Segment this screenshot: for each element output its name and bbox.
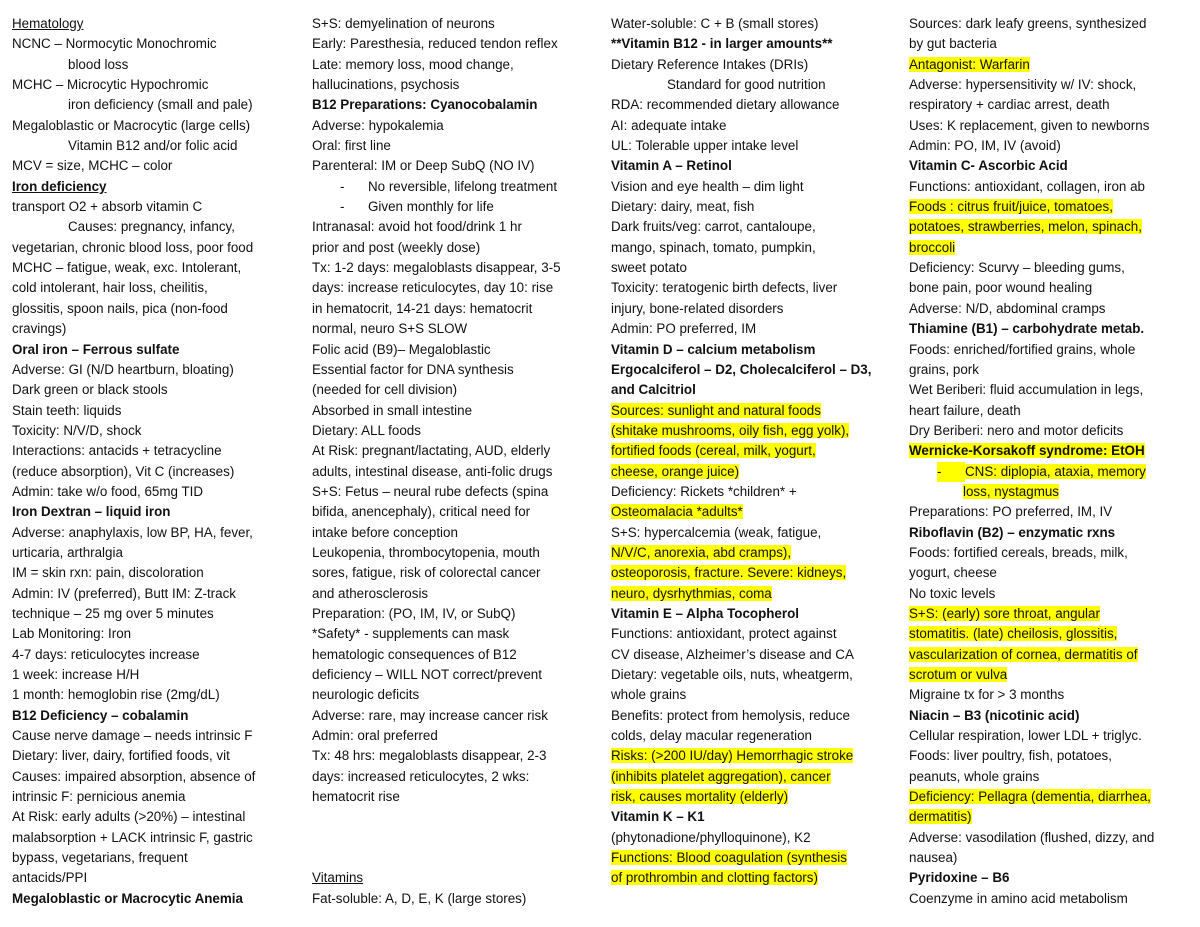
- text-line: AI: adequate intake: [611, 117, 727, 133]
- highlight: risk, causes mortality (elderly): [611, 789, 789, 805]
- text-line: Adverse: N/D, abdominal cramps: [909, 300, 1106, 316]
- bullet-dash: -: [340, 199, 345, 215]
- bullet-text: No reversible, lifelong treatment: [368, 178, 558, 194]
- text-line: injury, bone-related disorders: [611, 300, 784, 316]
- text-line: mango, spinach, tomato, pumpkin,: [611, 239, 816, 255]
- text-line: UL: Tolerable upper intake level: [611, 138, 799, 154]
- text-line: Fat-soluble: A, D, E, K (large stores): [312, 890, 527, 906]
- text-line: Adverse: GI (N/D heartburn, bloating): [12, 361, 234, 377]
- text-line: Dark green or black stools: [12, 382, 168, 398]
- text-line: [611, 462, 901, 482]
- vitamin-heading: Vitamin K – K1: [611, 809, 705, 825]
- text-line: (reduce absorption), Vit C (increases): [12, 463, 235, 479]
- highlight: vascularization of cornea, dermatitis of: [909, 646, 1138, 662]
- text-line: sores, fatigue, risk of colorectal cancer: [312, 565, 541, 581]
- highlight: potatoes, strawberries, melon, spinach,: [909, 219, 1142, 235]
- text-line: antacids/PPI: [12, 870, 88, 886]
- highlight: Foods : citrus fruit/juice, tomatoes,: [909, 199, 1113, 215]
- text-line: MCV = size, MCHC – color: [12, 158, 173, 174]
- text-line: in hematocrit, 14-21 days: hematocrit: [312, 300, 533, 316]
- text-line: Folic acid (B9)– Megaloblastic: [312, 341, 491, 357]
- text-line: [909, 624, 1197, 644]
- text-line: [611, 401, 901, 421]
- text-line: hematologic consequences of B12: [312, 646, 517, 662]
- text-line: At Risk: pregnant/lactating, AUD, elderly: [312, 443, 551, 459]
- vitamin-heading: Thiamine (B1) – carbohydrate metab.: [909, 321, 1145, 337]
- text-line: blood loss: [68, 56, 129, 72]
- text-line: Sources: dark leafy greens, synthesized: [909, 16, 1147, 31]
- text-line: Ergocalciferol – D2, Cholecalciferol – D3,: [611, 361, 872, 377]
- section-heading: Iron deficiency: [12, 178, 107, 194]
- text-line: [611, 746, 901, 766]
- vitamin-heading: Vitamin A – Retinol: [611, 158, 732, 174]
- text-line: 1 week: increase H/H: [12, 667, 140, 682]
- text-line: by gut bacteria: [909, 36, 997, 52]
- text-line: adults, intestinal disease, anti-folic drugs: [312, 463, 553, 479]
- text-line: [611, 584, 901, 604]
- drug-heading: B12 Preparations: Cyanocobalamin: [312, 97, 538, 113]
- bullet-dash: -: [340, 178, 345, 194]
- text-line: Parenteral: IM or Deep SubQ (NO IV): [312, 158, 535, 174]
- text-line: NCNC – Normocytic Monochromic: [12, 36, 217, 52]
- highlight: (inhibits platelet aggregation), cancer: [611, 768, 831, 784]
- text-line: [909, 197, 1197, 217]
- highlight: N/V/C, anorexia, abd cramps),: [611, 544, 792, 560]
- text-line: neurologic deficits: [312, 687, 420, 703]
- text-line: Essential factor for DNA synthesis: [312, 361, 514, 377]
- text-line: Adverse: hypersensitivity w/ IV: shock,: [909, 77, 1137, 93]
- text-line: MCHC – fatigue, weak, exc. Intolerant,: [12, 260, 242, 276]
- text-line: [909, 787, 1197, 807]
- text-line: Water-soluble: C + B (small stores): [611, 16, 819, 31]
- text-line: malabsorption + LACK intrinsic F, gastric: [12, 829, 253, 845]
- text-line: urticaria, arthralgia: [12, 544, 123, 560]
- text-line: and atherosclerosis: [312, 585, 429, 601]
- text-line: [909, 604, 1197, 624]
- text-line: [909, 441, 1197, 461]
- text-line: bone pain, poor wound healing: [909, 280, 1093, 296]
- highlight: fortified foods (cereal, milk, yogurt,: [611, 443, 816, 459]
- text-line: [611, 563, 901, 583]
- highlight: dermatitis): [909, 809, 972, 825]
- text-line: S+S: demyelination of neurons: [312, 16, 495, 31]
- highlight: neuro, dysrhythmias, coma: [611, 585, 772, 601]
- text-line: intake before conception: [312, 524, 458, 540]
- text-line: Dark fruits/veg: carrot, cantaloupe,: [611, 219, 816, 235]
- text-line: MCHC – Microcytic Hypochromic: [12, 77, 209, 93]
- text-line: Foods: liver poultry, fish, potatoes,: [909, 748, 1112, 764]
- column-4: [909, 14, 1197, 909]
- blank-line: [312, 848, 602, 868]
- highlight: broccoli: [909, 239, 956, 255]
- text-line: colds, delay macular regeneration: [611, 728, 812, 744]
- highlight: Wernicke-Korsakoff syndrome: EtOH: [909, 443, 1145, 459]
- text-line: 1 month: hemoglobin rise (2mg/dL): [12, 687, 220, 703]
- vitamin-heading: Niacin – B3 (nicotinic acid): [909, 707, 1080, 723]
- text-line: Uses: K replacement, given to newborns: [909, 117, 1150, 133]
- text-line: Benefits: protect from hemolysis, reduce: [611, 707, 850, 723]
- bullet-item: [909, 482, 1197, 502]
- text-line: Tx: 1-2 days: megaloblasts disappear, 3-5: [312, 260, 561, 276]
- text-line: intrinsic F: pernicious anemia: [12, 789, 186, 805]
- bullet-text: Given monthly for life: [368, 199, 494, 215]
- vitamin-heading: Riboflavin (B2) – enzymatic rxns: [909, 524, 1116, 540]
- text-line: Vitamin B12 and/or folic acid: [68, 138, 238, 154]
- text-line: [909, 55, 1197, 75]
- text-line: Tx: 48 hrs: megaloblasts disappear, 2-3: [312, 748, 547, 764]
- text-line: CV disease, Alzheimer’s disease and CA: [611, 646, 854, 662]
- section-heading: Vitamins: [312, 870, 364, 886]
- text-line: prior and post (weekly dose): [312, 239, 481, 255]
- text-line: Intranasal: avoid hot food/drink 1 hr: [312, 219, 522, 235]
- text-line: Dietary: liver, dairy, fortified foods, vit: [12, 748, 230, 764]
- text-line: [909, 645, 1197, 665]
- text-line: respiratory + cardiac arrest, death: [909, 97, 1110, 113]
- drug-heading: Iron Dextran – liquid iron: [12, 504, 171, 520]
- text-line: (phytonadione/phylloquinone), K2: [611, 829, 811, 845]
- text-line: Lab Monitoring: Iron: [12, 626, 132, 642]
- bullet-item: [312, 197, 602, 217]
- vitamin-heading: Vitamin D – calcium metabolism: [611, 341, 816, 357]
- text-line: (needed for cell division): [312, 382, 458, 398]
- text-line: Dietary: dairy, meat, fish: [611, 199, 755, 215]
- text-line: [611, 441, 901, 461]
- text-line: *Safety* - supplements can mask: [312, 626, 510, 642]
- text-line: Toxicity: N/V/D, shock: [12, 422, 142, 438]
- bullet-text: CNS: diplopia, ataxia, memory: [965, 463, 1146, 479]
- text-line: days: increase reticulocytes, day 10: rise: [312, 280, 554, 296]
- text-line: iron deficiency (small and pale): [68, 97, 253, 113]
- column-2: [312, 14, 602, 909]
- text-line: IM = skin rxn: pain, discoloration: [12, 565, 204, 581]
- highlight: stomatitis. (late) cheilosis, glossitis,: [909, 626, 1118, 642]
- bullet-dash: -: [937, 462, 965, 482]
- text-line: Dietary Reference Intakes (DRIs): [611, 56, 809, 72]
- highlight: Osteomalacia *adults*: [611, 504, 743, 520]
- drug-heading: Oral iron – Ferrous sulfate: [12, 341, 180, 357]
- vitamin-heading: Vitamin E – Alpha Tocopherol: [611, 605, 799, 621]
- text-line: Admin: take w/o food, 65mg TID: [12, 483, 204, 499]
- text-line: cold intolerant, hair loss, cheilitis,: [12, 280, 208, 296]
- text-line: Admin: oral preferred: [312, 728, 438, 744]
- highlight: Sources: sunlight and natural foods: [611, 402, 821, 418]
- text-line: Causes: impaired absorption, absence of: [12, 768, 256, 784]
- bullet-item: [909, 462, 1197, 482]
- text-line: Late: memory loss, mood change,: [312, 56, 514, 72]
- text-line: transport O2 + absorb vitamin C: [12, 199, 203, 215]
- highlight: Antagonist: Warfarin: [909, 56, 1030, 72]
- text-line: [909, 807, 1197, 827]
- text-line: [611, 502, 901, 522]
- text-line: Admin: PO preferred, IM: [611, 321, 757, 337]
- text-line: Causes: pregnancy, infancy,: [68, 219, 235, 235]
- section-heading: Megaloblastic or Macrocytic Anemia: [12, 890, 243, 906]
- text-line: Wet Beriberi: fluid accumulation in legs,: [909, 382, 1144, 398]
- vitamin-heading: Pyridoxine – B6: [909, 870, 1010, 886]
- text-line: hallucinations, psychosis: [312, 77, 460, 93]
- text-line: [611, 848, 901, 868]
- text-line: bifida, anencephaly), critical need for: [312, 504, 531, 520]
- text-line: peanuts, whole grains: [909, 768, 1040, 784]
- text-line: Adverse: anaphylaxis, low BP, HA, fever,: [12, 524, 253, 540]
- text-line: [611, 767, 901, 787]
- text-line: whole grains: [611, 687, 687, 703]
- text-line: Functions: antioxidant, protect against: [611, 626, 837, 642]
- text-line: vegetarian, chronic blood loss, poor food: [12, 239, 254, 255]
- text-line: [909, 238, 1197, 258]
- bullet-item: [312, 177, 602, 197]
- text-line: [909, 665, 1197, 685]
- text-line: sweet potato: [611, 260, 687, 276]
- text-line: Toxicity: teratogenic birth defects, liver: [611, 280, 838, 296]
- text-line: Stain teeth: liquids: [12, 402, 122, 418]
- text-line: Dietary: vegetable oils, nuts, wheatgerm,: [611, 667, 853, 682]
- text-line: Interactions: antacids + tetracycline: [12, 443, 222, 459]
- text-line: Absorbed in small intestine: [312, 402, 473, 418]
- text-line: Foods: fortified cereals, breads, milk,: [909, 544, 1128, 560]
- highlight: of prothrombin and clotting factors): [611, 870, 818, 886]
- text-line: deficiency – WILL NOT correct/prevent: [312, 667, 542, 682]
- highlight: S+S: (early) sore throat, angular: [909, 605, 1100, 621]
- text-line: [909, 217, 1197, 237]
- section-heading: B12 Deficiency – cobalamin: [12, 707, 189, 723]
- text-line: days: increased reticulocytes, 2 wks:: [312, 768, 530, 784]
- text-line: grains, pork: [909, 361, 979, 377]
- text-line: S+S: Fetus – neural rube defects (spina: [312, 483, 549, 499]
- text-line: bypass, vegetarians, frequent: [12, 850, 188, 866]
- vitamin-heading: Vitamin C- Ascorbic Acid: [909, 158, 1068, 174]
- text-line: Functions: antioxidant, collagen, iron ab: [909, 178, 1145, 194]
- text-line: At Risk: early adults (>20%) – intestinal: [12, 809, 246, 825]
- highlight: Functions: Blood coagulation (synthesis: [611, 850, 847, 866]
- text-line: Vision and eye health – dim light: [611, 178, 804, 194]
- blank-line: [312, 807, 602, 827]
- text-line: cravings): [12, 321, 67, 337]
- text-line: Deficiency: Scurvy – bleeding gums,: [909, 260, 1125, 276]
- text-line: technique – 25 mg over 5 minutes: [12, 605, 214, 621]
- text-line: Preparations: PO preferred, IM, IV: [909, 504, 1113, 520]
- text-line: and Calcitriol: [611, 382, 696, 398]
- text-line: RDA: recommended dietary allowance: [611, 97, 840, 113]
- note-line: **Vitamin B12 - in larger amounts**: [611, 36, 833, 52]
- text-line: Oral: first line: [312, 138, 391, 154]
- bullet-text: loss, nystagmus: [963, 483, 1060, 499]
- highlight: (shitake mushrooms, oily fish, egg yolk),: [611, 422, 850, 438]
- text-line: Early: Paresthesia, reduced tendon reflex: [312, 36, 558, 52]
- text-line: S+S: hypercalcemia (weak, fatigue,: [611, 524, 822, 540]
- highlight: cheese, orange juice): [611, 463, 740, 479]
- text-line: Coenzyme in amino acid metabolism: [909, 890, 1128, 906]
- text-line: 4-7 days: reticulocytes increase: [12, 646, 200, 662]
- highlight: Risks: (>200 IU/day) Hemorrhagic stroke: [611, 748, 854, 764]
- text-line: yogurt, cheese: [909, 565, 997, 581]
- text-line: Cellular respiration, lower LDL + triglyc.: [909, 728, 1142, 744]
- text-line: nausea): [909, 850, 958, 866]
- blank-line: [312, 828, 602, 848]
- text-line: Adverse: vasodilation (flushed, dizzy, and: [909, 829, 1155, 845]
- text-line: glossitis, spoon nails, pica (non-food: [12, 300, 228, 316]
- text-line: Cause nerve damage – needs intrinsic F: [12, 728, 253, 744]
- text-line: Preparation: (PO, IM, IV, or SubQ): [312, 605, 516, 621]
- text-line: Leukopenia, thrombocytopenia, mouth: [312, 544, 540, 560]
- text-line: Adverse: rare, may increase cancer risk: [312, 707, 548, 723]
- text-line: Admin: PO, IM, IV (avoid): [909, 138, 1061, 154]
- text-line: Deficiency: Rickets *children* +: [611, 483, 797, 499]
- text-line: [611, 421, 901, 441]
- text-line: Adverse: hypokalemia: [312, 117, 444, 133]
- text-line: Foods: enriched/fortified grains, whole: [909, 341, 1136, 357]
- highlight: Deficiency: Pellagra (dementia, diarrhea,: [909, 789, 1151, 805]
- column-1: [12, 14, 300, 909]
- text-line: [611, 543, 901, 563]
- highlight: osteoporosis, fracture. Severe: kidneys,: [611, 565, 847, 581]
- text-line: heart failure, death: [909, 402, 1021, 418]
- section-heading: Hematology: [12, 16, 84, 31]
- text-line: Megaloblastic or Macrocytic (large cells): [12, 117, 251, 133]
- highlight: scrotum or vulva: [909, 667, 1008, 682]
- text-line: [611, 868, 901, 888]
- column-3: [611, 14, 901, 889]
- text-line: Migraine tx for > 3 months: [909, 687, 1065, 703]
- text-line: [611, 787, 901, 807]
- text-line: Standard for good nutrition: [667, 77, 826, 93]
- text-line: Admin: IV (preferred), Butt IM: Z-track: [12, 585, 236, 601]
- text-line: Dietary: ALL foods: [312, 422, 421, 438]
- text-line: Dry Beriberi: nero and motor deficits: [909, 422, 1124, 438]
- text-line: hematocrit rise: [312, 789, 400, 805]
- text-line: No toxic levels: [909, 585, 996, 601]
- text-line: normal, neuro S+S SLOW: [312, 321, 468, 337]
